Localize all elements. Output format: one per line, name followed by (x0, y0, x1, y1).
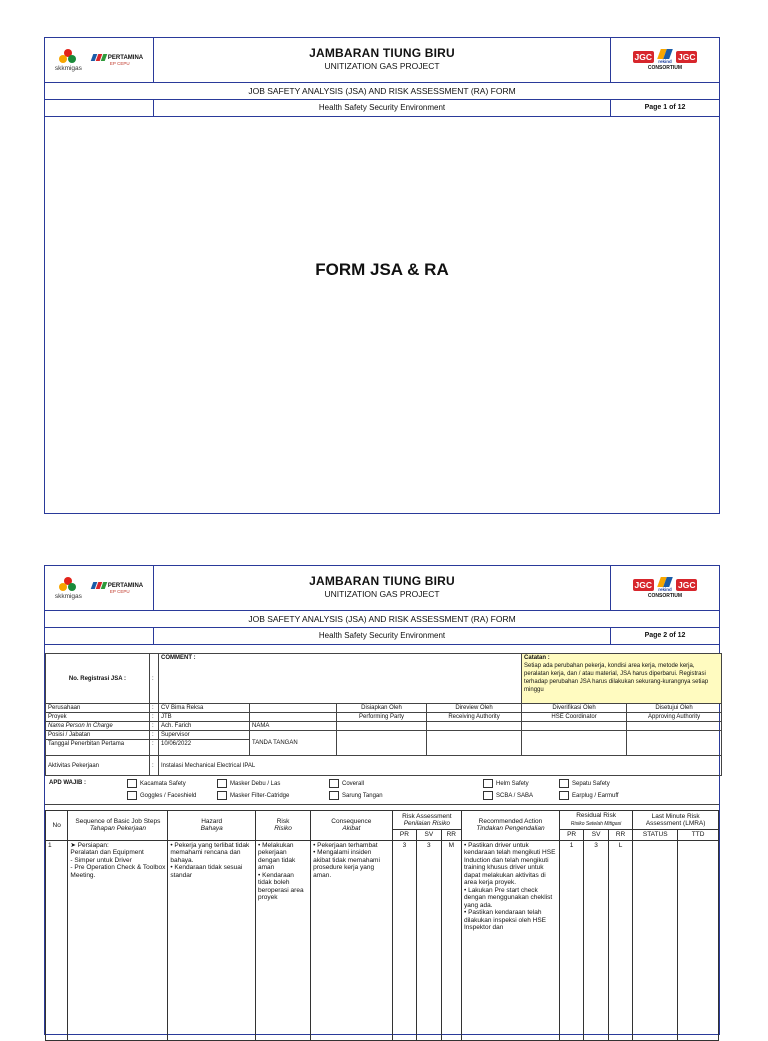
contractor-logos (610, 38, 719, 82)
activity-value[interactable]: Instalasi Mechanical Electrical IPAL (159, 756, 722, 776)
jsa-ra-table: No Sequence of Basic Job Steps Tahapan Pekerjaan Hazard Bahaya Risk Risiko Consequence Akibat Risk Assessment Penilaian Risiko Recommended Action Tindakan Pengendalian Residual Risk Risiko Setelah Mitigasi Last Minute Risk Assessment (LMRA) PR SV RR PR SV RR STATUS TTD 1 ➤ Persiapan: Peralatan dan Equipment - Simper untuk Driver - Pre Operation Check & Toolbox Meeting. • Pekerja yang terlibat tidak memahami rencana dan bahaya. • Kendaraan tidak sesuai standar • Melakukan pekerjaan dengan tidak aman • Kendaraan tidak boleh beroperasi area proyek • Pekerjaan terhambat • Mengalami insiden akibat tidak memahami prosedure kerja yang aman. 3 3 M • Pastikan driver untuk kendaraan telah mengikuti HSE Induction dan telah mengikuti training khusus driver untuk dapat melakukan aktivitas di area kerja proyek. • Lakukan Pre start check dengan menggunakan cheklist yang ada. • Pastikan kendaraan telah dilakukan inspeksi oleh HSE Inspektor dan 1 3 L (45, 810, 719, 1041)
department-label: Health Safety Security Environment (318, 631, 446, 640)
note-box: Catatan : Setiap ada perubahan pekerja, kondisi area kerja, metode kerja, peralatan kerja, dan / atau material, JSA harus diperbarui. Registrasi terhadap perubahan JSA harus dilakukan sekurang-kurangnya setiap minggu (522, 654, 722, 704)
apd-checkbox-coverall[interactable]: Coverall (329, 779, 364, 788)
page-header (45, 38, 719, 83)
form-title: JOB SAFETY ANALYSIS (JSA) AND RISK ASSESSMENT (RA) FORM (45, 611, 719, 628)
contractor-logos (610, 566, 719, 610)
apd-checkbox-scba[interactable]: SCBA / SABA (483, 791, 533, 800)
lmra-ttd-cell[interactable] (678, 840, 719, 1040)
pertamina-logo: PERTAMINA EP CEPU (92, 582, 143, 594)
apd-label: APD WAJIB : (49, 780, 87, 786)
cover-title: FORM JSA & RA (315, 260, 449, 279)
page-number: Page 1 of 12 (610, 100, 719, 116)
jgc-logo: JGC (634, 579, 652, 590)
form-title: JOB SAFETY ANALYSIS (JSA) AND RISK ASSESSMENT (RA) FORM (45, 83, 719, 100)
col-risk: Risk Risiko (256, 811, 311, 841)
company-name: JAMBARAN TIUNG BIRU (309, 574, 455, 588)
pic-value[interactable]: Ach. Farich (159, 722, 250, 731)
consortium-label: CONSORTIUM (647, 593, 683, 599)
apd-checkbox-sarung-tangan[interactable]: Sarung Tangan (329, 791, 383, 800)
client-logos (45, 566, 154, 610)
project-name: UNITIZATION GAS PROJECT (324, 61, 440, 71)
jsa-info-table: No. Registrasi JSA : : COMMENT : Catatan : Setiap ada perubahan pekerja, kondisi area kerja, metode kerja, peralatan kerja, dan / atau material, JSA harus diperbarui. Registrasi terhadap perubahan JSA harus dilakukan sekurang-kurangnya setiap minggu Perusahaan : CV Bima Reksa Disiapkan Oleh Direview Oleh Diverifikasi Oleh Disetujui Oleh Proyek : JTB Performing Party Receiving Authority HSE Coordinator Approving Authority Nama Person In Charge : Ach. Farich NAMA Posisi / Jabatan : Supervisor TANDA TANGAN Tanggal Penerbitan Pertama : 10/06/2022 Aktivitas Pekerjaan : Instalasi Mechanical Electrical IPAL (45, 653, 722, 776)
skkmigas-logo: skkmigas (55, 577, 82, 600)
department-label: Health Safety Security Environment (318, 103, 446, 112)
form-page-1 (44, 37, 720, 514)
col-hazard: Hazard Bahaya (168, 811, 256, 841)
rekind-logo: rekind (658, 49, 672, 64)
col-sequence: Sequence of Basic Job Steps Tahapan Pekerjaan (68, 811, 168, 841)
project-name: UNITIZATION GAS PROJECT (324, 589, 440, 599)
apd-checkbox-kacamata[interactable]: Kacamata Safety (127, 779, 186, 788)
comment-field[interactable]: COMMENT : (159, 654, 522, 704)
skkmigas-logo: skkmigas (55, 49, 82, 72)
apd-checkbox-goggles[interactable]: Goggles / Faceshield (127, 791, 196, 800)
col-residual: Residual Risk Risiko Setelah Mitigasi (559, 811, 632, 830)
date-value[interactable]: 10/06/2022 (159, 740, 250, 756)
pertamina-logo: PERTAMINA EP CEPU (92, 54, 143, 66)
table-row: 1 ➤ Persiapan: Peralatan dan Equipment - Simper untuk Driver - Pre Operation Check & Toolbox Meeting. • Pekerja yang terlibat tidak memahami rencana dan bahaya. • Kendaraan tidak sesuai standar • Melakukan pekerjaan dengan tidak aman • Kendaraan tidak boleh beroperasi area proyek • Pekerjaan terhambat • Mengalami insiden akibat tidak memahami prosedure kerja yang aman. 3 3 M • Pastikan driver untuk kendaraan telah mengikuti HSE Induction dan telah mengikuti training khusus driver untuk dapat melakukan aktivitas di area kerja proyek. • Lakukan Pre start check dengan menggunakan cheklist yang ada. • Pastikan kendaraan telah dilakukan inspeksi oleh HSE Inspektor dan 1 3 L (46, 840, 719, 1040)
lmra-status-cell[interactable] (633, 840, 678, 1040)
jgc-logo-2: JGC (678, 579, 696, 590)
col-no: No (46, 811, 68, 841)
signature-cell-3[interactable] (522, 722, 627, 731)
company-value[interactable]: CV Bima Reksa (159, 704, 250, 713)
rekind-logo: rekind (658, 577, 672, 592)
jgc-logo: JGC (634, 51, 652, 62)
position-value[interactable]: Supervisor (159, 731, 250, 740)
form-page-2 (44, 565, 720, 1035)
col-consequence: Consequence Akibat (311, 811, 393, 841)
client-logos (45, 38, 154, 82)
col-recommended: Recommended Action Tindakan Pengendalian (462, 811, 560, 841)
apd-section (45, 776, 719, 805)
apd-checkbox-earplug[interactable]: Earplug / Earmuff (559, 791, 619, 800)
apd-checkbox-helm[interactable]: Helm Safety (483, 779, 529, 788)
project-value[interactable]: JTB (159, 713, 250, 722)
signature-cell-4[interactable] (627, 722, 722, 731)
registration-label: No. Registrasi JSA : (46, 654, 150, 704)
col-risk-assessment: Risk Assessment Penilaian Risiko (392, 811, 461, 830)
page-number: Page 2 of 12 (610, 628, 719, 644)
page-header (45, 566, 719, 611)
signature-cell-2[interactable] (427, 722, 522, 731)
apd-checkbox-sepatu[interactable]: Sepatu Safety (559, 779, 610, 788)
col-lmra: Last Minute Risk Assessment (LMRA) (633, 811, 719, 830)
apd-checkbox-masker-debu[interactable]: Masker Debu / Las (217, 779, 280, 788)
signature-cell-1[interactable] (337, 722, 427, 731)
consortium-label: CONSORTIUM (647, 65, 683, 71)
apd-checkbox-masker-filter[interactable]: Masker Filter-Catridge (217, 791, 289, 800)
jgc-logo-2: JGC (678, 51, 696, 62)
company-name: JAMBARAN TIUNG BIRU (309, 46, 455, 60)
